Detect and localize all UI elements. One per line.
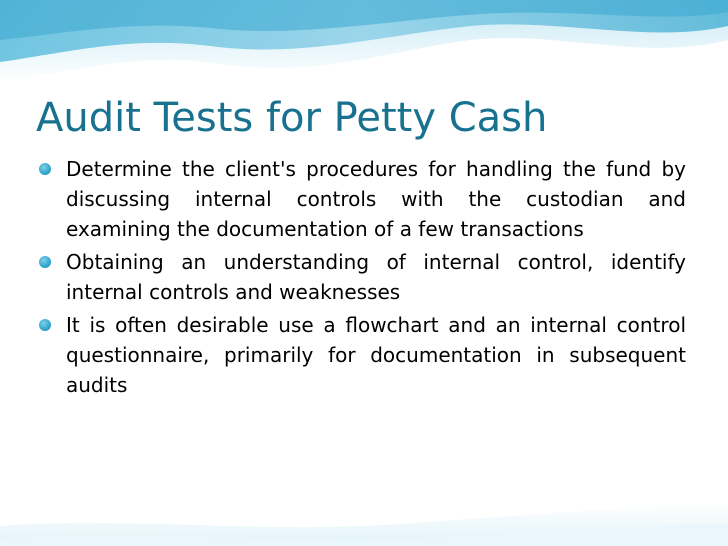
bullet-item <box>36 154 686 244</box>
bullet-text: It is often desirable use a flowchart and an internal control questionnaire, primarily for documentation in subsequent audits <box>66 313 686 397</box>
slide-title: Audit Tests for Petty Cash <box>36 95 548 141</box>
bullet-dot-icon <box>39 256 51 268</box>
bullet-dot-icon <box>39 163 51 175</box>
bullet-list <box>36 154 686 403</box>
bullet-dot-icon <box>39 319 51 331</box>
bullet-item <box>36 247 686 307</box>
footer-wave-decoration <box>0 486 728 546</box>
header-wave-decoration <box>0 0 728 90</box>
bullet-text: Obtaining an understanding of internal control, identify internal controls and weaknesses <box>66 250 686 304</box>
bullet-text: Determine the client's procedures for handling the fund by discussing internal controls with the custodian and examining the documentation of a few transactions <box>66 157 686 241</box>
bullet-item <box>36 310 686 400</box>
